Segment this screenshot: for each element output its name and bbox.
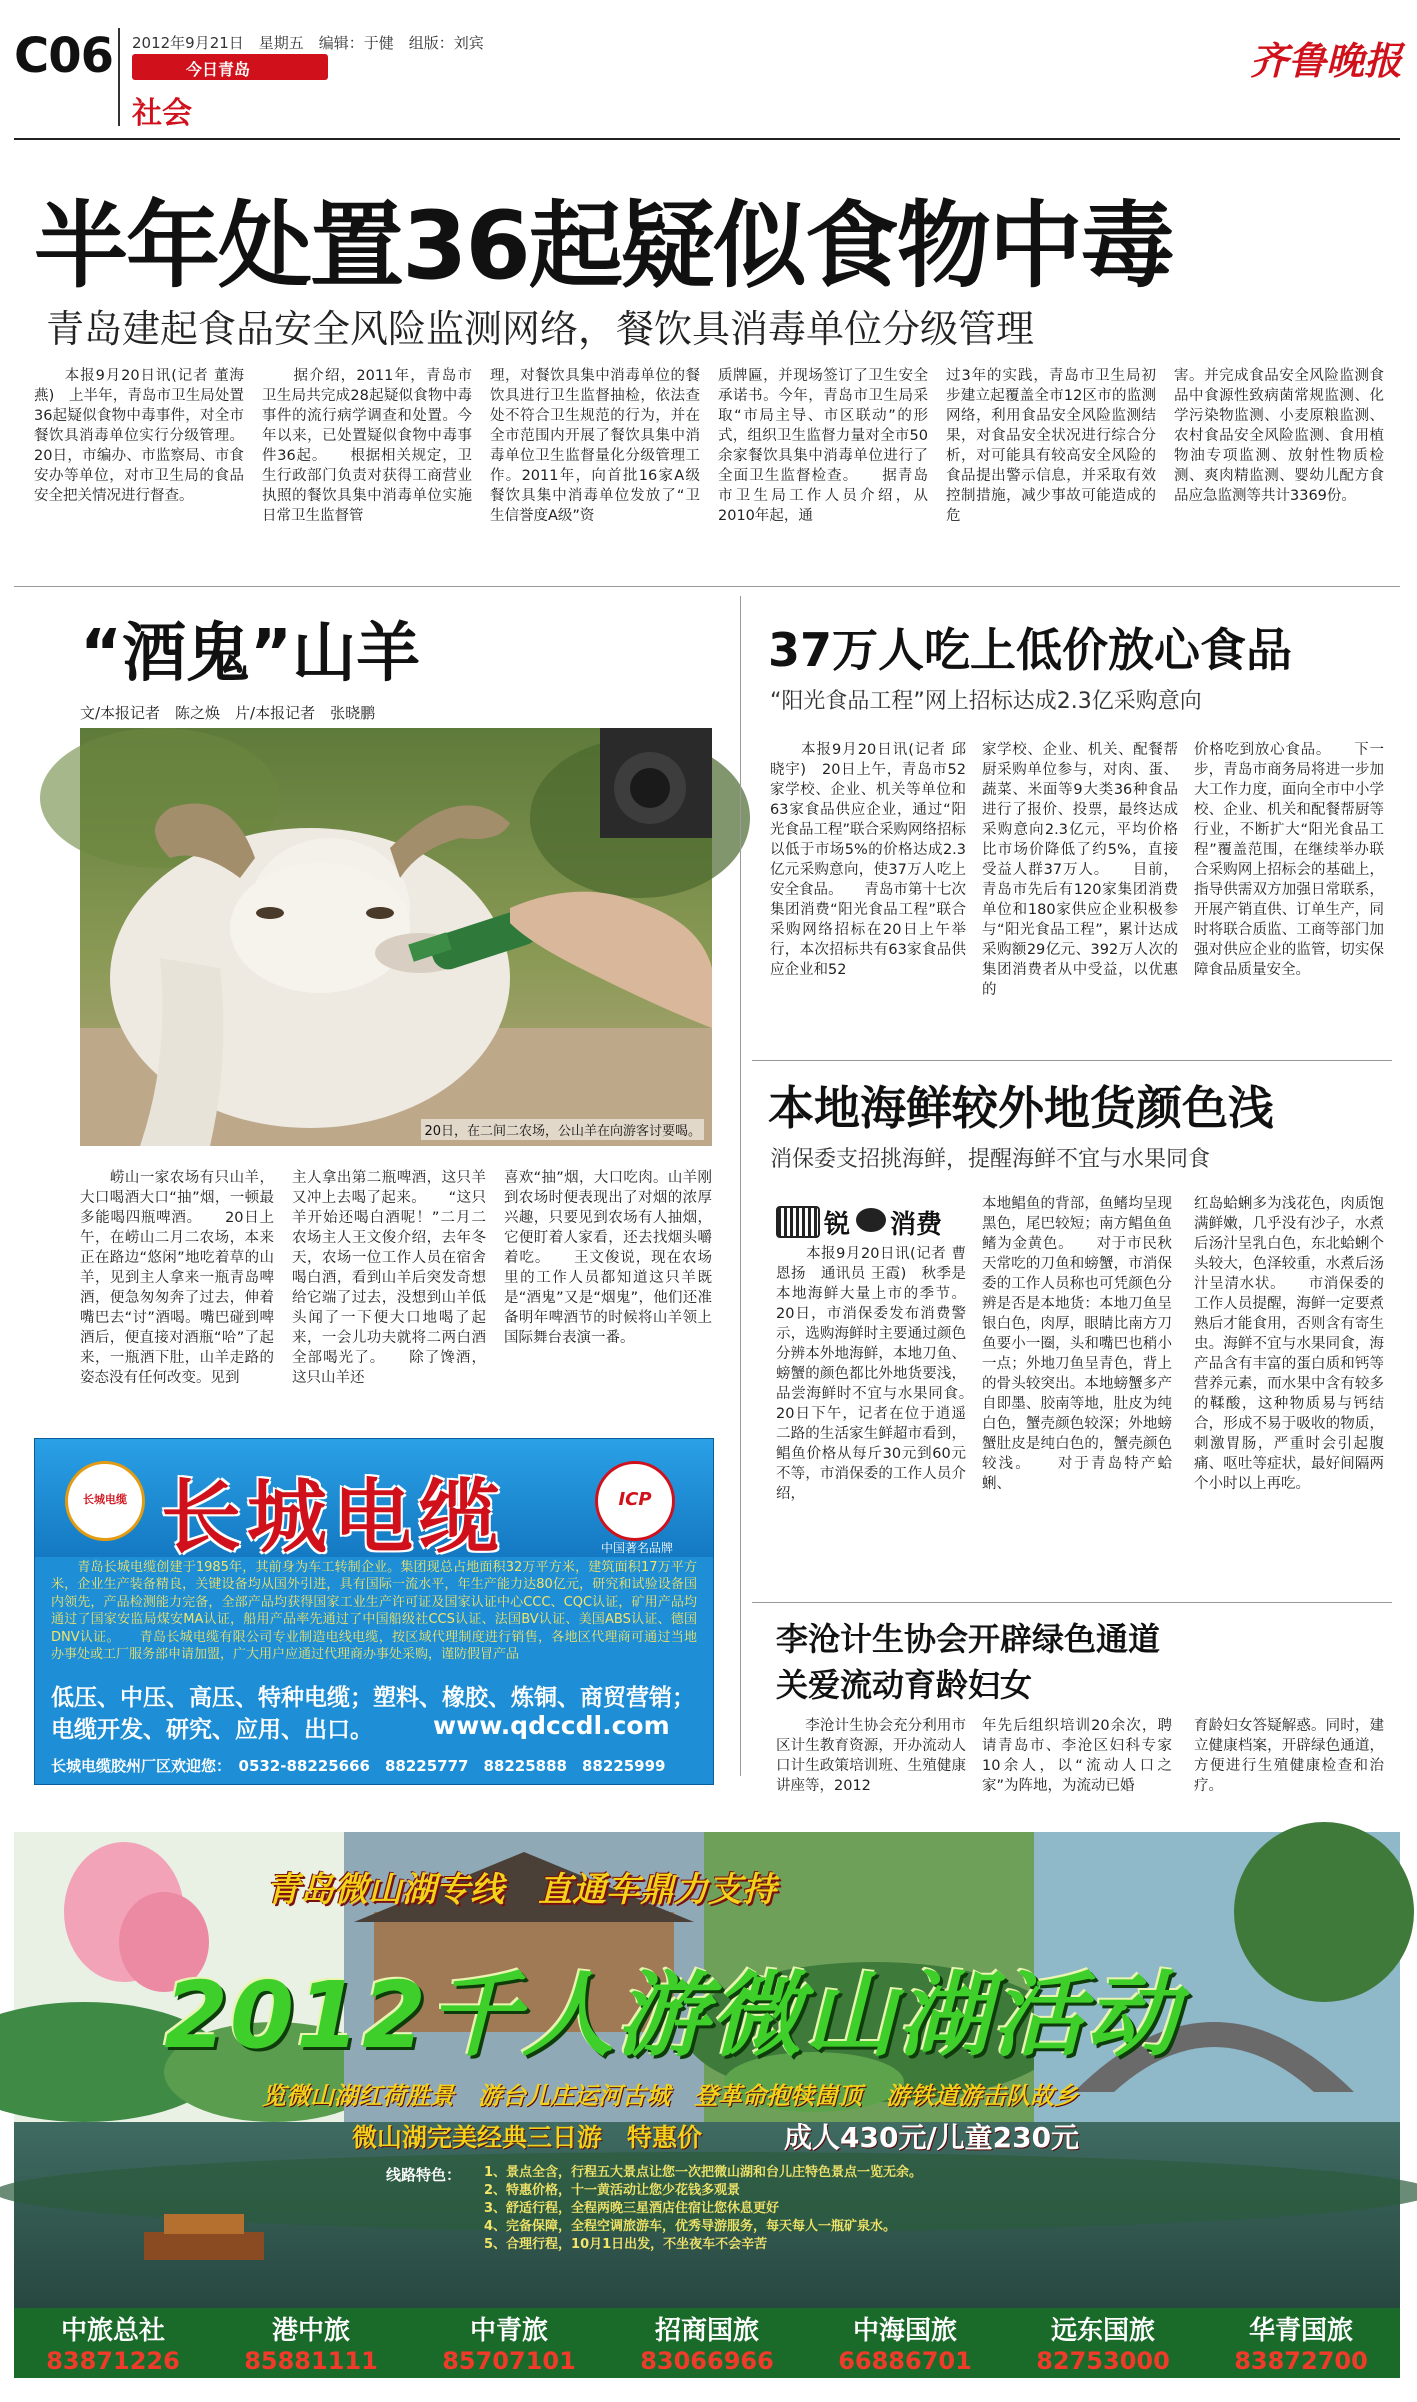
- cable-products-1: 低压、中压、高压、特种电缆；塑料、橡胶、炼铜、商贸营销；: [51, 1685, 695, 1711]
- lead-column-2: 据介绍，2011年，青岛市卫生局共完成28起疑似食物中毒事件的流行病学调查和处置。今年以来，已处置疑似食物中毒事件36起。 根据相关规定，卫生行政部门负责对获得工商营业执照的餐饮具集中消毒单位实施日常卫生监督管: [262, 368, 472, 524]
- section-tag-text: 今日青岛: [186, 60, 251, 79]
- food-bottom-rule: [752, 1060, 1392, 1061]
- seafood-column-1: 本报9月20日讯(记者 曹恩扬 通讯员 王霞) 秋季是本地海鲜大量上市的季节。20日，市消保委发布消费警示，选购海鲜时主要通过颜色分辨本外地海鲜，本地刀鱼、螃蟹的颜色都比外地货要浅，品尝海鲜时不宜与水果同食。 20日下午，记者在位于逍遥二路的生活家生鲜超市看到，鲳鱼价格从每斤30元到60元不等，市消保委的工作人员介绍，: [776, 1246, 995, 1502]
- licang-column-1: 李沧计生协会充分利用市区计生教育资源，开办流动人口计生政策培训班、生殖健康讲座等，2012: [776, 1718, 966, 1794]
- lead-column-4: 质牌匾，并现场签订了卫生安全承诺书。今年，青岛市卫生局采取“市局主导、市区联动”的形式，组织卫生监督力量对全市50余家餐饮具集中消毒单位进行了全面卫生监督检查。 据青岛市卫生局工作人员介绍，从2010年起，通: [718, 368, 928, 524]
- agency-6: [1004, 2308, 1202, 2378]
- licang-column-3: 育龄妇女答疑解惑。同时，建立健康档案，开辟绿色通道，方便进行生殖健康检查和治疗。: [1194, 1718, 1384, 1794]
- cable-ad: [34, 1438, 714, 1785]
- travel-feature-2: 2、特惠价格，十一黄活动让您少花钱多观景: [484, 2183, 741, 2198]
- lead-subhead: 青岛建起食品安全风险监测网络，餐饮具消毒单位分级管理: [46, 307, 1035, 351]
- goat-photo-illustration: [80, 728, 712, 1146]
- cable-url[interactable]: www.qdccdl.com: [433, 1711, 670, 1740]
- lead-headline: 半年处置36起疑似食物中毒: [34, 192, 1173, 301]
- agency-3: [410, 2308, 608, 2378]
- cable-badge-right-text: ICP: [618, 1489, 652, 1510]
- agency-7-phone: 83872700: [1234, 2347, 1368, 2375]
- agency-5-phone: 66886701: [838, 2347, 972, 2375]
- travel-features-label: 线路特色：: [386, 2166, 462, 2184]
- licang-headline-1: 李沧计生协会开辟绿色通道: [776, 1620, 1161, 1658]
- page-header: [0, 0, 1417, 140]
- goat-headline: “酒鬼”山羊: [80, 617, 421, 691]
- lead-column-6: 害。并完成食品安全风险监测食品中食源性致病菌常规监测、化学污染物监测、小麦原粮监测、农村食品安全风险监测、食用植物油专项监测、放射性物质检测、爽肉精监测、婴幼儿配方食品应急监测等共计3369份。: [1174, 368, 1384, 504]
- lead-column-3: 理，对餐饮具集中消毒单位的餐饮具进行卫生监督抽检，依法查处不符合卫生规范的行为，并在全市范围内开展了餐饮具集中消毒单位卫生监督量化分级管理工作。2011年，向首批16家A级餐饮具集中消毒单位发放了“卫生信誉度A级”资: [490, 368, 700, 524]
- cable-badge-left: [65, 1461, 145, 1541]
- travel-ad: [14, 1832, 1400, 2378]
- travel-line-1: 览微山湖红荷胜景 游台儿庄运河古城 登革命抱犊崮顶 游铁道游击队故乡: [262, 2082, 1078, 2110]
- agency-2-name: 港中旅: [271, 2316, 350, 2346]
- cable-products-2: 电缆开发、研究、应用、出口。: [51, 1717, 373, 1743]
- agency-1-phone: 83871226: [46, 2347, 180, 2375]
- travel-line-2a: 微山湖完美经典三日游 特惠价: [352, 2123, 703, 2152]
- date-line: 2012年9月21日 星期五 编辑：于健 组版：刘宾: [132, 34, 484, 52]
- agency-6-phone: 82753000: [1036, 2347, 1170, 2375]
- seafood-column-3: 红岛蛤蜊多为浅花色，肉质饱满鲜嫩，几乎没有沙子，水煮后汤汁呈乳白色，东北蛤蜊个头较大，色泽较重，水煮后汤汁呈清水状。 市消保委的工作人员提醒，海鲜一定要煮熟后才能食用，否则含有寄生虫。海鲜不宜与水果同食，海产品含有丰富的蛋白质和钙等营养元素，而水果中含有较多的鞣酸，这种物质易与钙结合，形成不易于吸收的物质，刺激胃肠，严重时会引起腹痛、呕吐等症状，最好间隔两个小时以上再吃。: [1194, 1196, 1384, 1492]
- goat-byline: 文/本报记者 陈之焕 片/本报记者 张晓鹏: [80, 704, 376, 722]
- goat-photo-caption: 20日，在二间二农场，公山羊在向游客讨要喝。: [421, 1119, 704, 1140]
- goat-column-3: 喜欢“抽”烟，大口吃肉。山羊刚到农场时便表现出了对烟的浓厚兴趣，只要见到农场有人抽烟，它便盯着人家看，还去找烟头嚼着吃。 王文俊说，现在农场里的工作人员都知道这只羊既是“酒鬼”又是“烟鬼”，他们还准备明年啤酒节的时候将山羊领上国际舞台表演一番。: [504, 1170, 712, 1346]
- cable-brand: 长城电缆: [161, 1471, 505, 1564]
- seafood-column-2: 本地鲳鱼的背部，鱼鳍均呈现黑色，尾巴较短；南方鲳鱼鱼鳍为金黄色。 对于市民秋天常吃的刀鱼和螃蟹，市消保委的工作人员称也可凭颜色分辨是否是本地货：本地刀鱼呈银白色，肉厚，眼睛比南方刀鱼要小一圈，头和嘴巴也稍小一点；外地刀鱼呈青色，背上的骨头较突出。本地螃蟹多产自即墨、胶南等地，肚皮为纯白色，蟹壳颜色较深；外地螃蟹肚皮是纯白色的，蟹壳颜色较浅。 对于青岛特产蛤蜊、: [982, 1196, 1172, 1492]
- agency-6-name: 远东国旅: [1050, 2316, 1155, 2346]
- agency-3-name: 中青旅: [469, 2316, 548, 2346]
- licang-headline-2: 关爱流动育龄妇女: [776, 1666, 1033, 1704]
- header-rule: [14, 138, 1400, 140]
- travel-feature-1: 1、景点全含，行程五大景点让您一次把微山湖和台儿庄特色景点一览无余。: [484, 2165, 923, 2180]
- goat-column-2: 主人拿出第二瓶啤酒，这只羊又冲上去喝了起来。 “这只羊开始还喝白酒呢！”二月二农场主人王文俊介绍，去年冬天，农场一位工作人员在宿舍喝白酒，看到山羊后突发奇想给它端了过去，没想到山羊低头闻了一下便大口地喝了起来，一会儿功夫就将二两白酒全部喝光了。 除了馋酒，这只山羊还: [292, 1170, 486, 1386]
- agency-2-phone: 85881111: [244, 2347, 378, 2375]
- agency-5-name: 中海国旅: [852, 2316, 957, 2346]
- agency-4: [608, 2308, 806, 2378]
- cable-body: 青岛长城电缆创建于1985年，其前身为车工转制企业。集团现总占地面积32万平方米，建筑面积17万平方米，企业生产装备精良，关键设备均从国外引进，具有国际一流水平，年生产能力达80亿元，研究和试验设备国内领先，产品检测能力完备，全部产品均获得国家工业生产许可证及国家认证中心CCC、CQC认证，矿用产品均通过了国家安监局煤安MA认证，船用产品率先通过了中国船级社CCS认证、法国BV认证、美国ABS认证、德国DNV认证。 青岛长城电缆有限公司专业制造电线电缆，按区域代理制度进行销售，各地区代理商可通过当地办事处或工厂服务部申请加盟，广大用户应通过代理商办事处采购，谨防假冒产品: [51, 1560, 697, 1663]
- cable-badge-right: [595, 1461, 675, 1541]
- travel-title: 2012千人游微山湖活动: [164, 1962, 1181, 2069]
- section-name: 社会: [132, 96, 192, 131]
- paper-logo: 齐鲁晚报: [1250, 38, 1403, 83]
- header-divider: [118, 28, 120, 126]
- page-number: C06: [14, 28, 114, 84]
- column-divider: [740, 596, 741, 1776]
- consumer-logo-b: 消费: [890, 1210, 943, 1240]
- travel-features: [386, 2164, 1124, 2302]
- agency-1-name: 中旅总社: [60, 2316, 165, 2346]
- agency-3-phone: 85707101: [442, 2347, 576, 2375]
- travel-banner: 青岛微山湖专线 直通车鼎力支持: [266, 1870, 776, 1910]
- travel-feature-4: 4、完备保障，全程空调旅游车，优秀导游服务，每天每人一瓶矿泉水。: [484, 2219, 897, 2234]
- consumer-logo: [776, 1202, 972, 1240]
- travel-feature-3: 3、舒适行程，全程两晚三星酒店住宿让您休息更好: [484, 2201, 780, 2216]
- agency-4-phone: 83066966: [640, 2347, 774, 2375]
- licang-column-2: 年先后组织培训20余次，聘请青岛市、李沧区妇科专家10余人，以“流动人口之家”为阵地，为流动已婚: [982, 1718, 1172, 1794]
- travel-agency-bar: [14, 2308, 1400, 2378]
- food-column-1: 本报9月20日讯(记者 邱晓宇) 20日上午，青岛市52家学校、企业、机关等单位和63家食品供应企业，通过“阳光食品工程”联合采购网络招标以低于市场5%的价格达成2.3亿元采购意向，使37万人吃上安全食品。 青岛市第十七次集团消费“阳光食品工程”联合采购网络招标在20日上午举行，本次招标共有63家食品供应企业和52: [770, 742, 967, 978]
- agency-1: [14, 2308, 212, 2378]
- cable-famous-brand: 中国著名品牌: [601, 1541, 674, 1555]
- travel-line-2b: 成人430元/儿童230元: [784, 2121, 1080, 2154]
- food-column-2: 家学校、企业、机关、配餐帮厨采购单位参与，对肉、蛋、蔬菜、米面等9大类36种食品进行了报价、投票，最终达成采购意向2.3亿元，平均价格比市场价降低了约5%，直接受益人群37万人。 目前，青岛市先后有120家集团消费单位和180家供应企业积极参与“阳光食品工程”，累计达成采购额29亿元、392万人次的集团消费者从中受益，以优惠的: [982, 742, 1178, 998]
- consumer-logo-a: 锐: [824, 1210, 851, 1240]
- goat-photo: [80, 728, 712, 1146]
- agency-4-name: 招商国旅: [654, 2316, 759, 2346]
- agency-2: [212, 2308, 410, 2378]
- seafood-bottom-rule: [752, 1602, 1392, 1603]
- consumer-logo-eye-mark: [856, 1208, 886, 1232]
- agency-7: [1202, 2308, 1400, 2378]
- agency-5: [806, 2308, 1004, 2378]
- food-headline: 37万人吃上低价放心食品: [768, 623, 1293, 677]
- lead-bottom-rule: [14, 586, 1400, 587]
- food-column-3: 价格吃到放心食品。 下一步，青岛市商务局将进一步加大工作力度，面向全市中小学校、企业、机关和配餐帮厨等行业，不断扩大“阳光食品工程”覆盖范围，在继续举办联合采购网上招标会的基础上，指导供需双方加强日常联系，开展产销直供、订单生产，同时将联合质监、工商等部门加强对供应企业的监管，切实保障食品质量安全。: [1194, 742, 1384, 978]
- cable-contact: 长城电缆胶州厂区欢迎您： 0532-88225666 88225777 88225888 88225999: [51, 1757, 666, 1775]
- lead-column-5: 过3年的实践，青岛市卫生局初步建立起覆盖全市12区市的监测网络，利用食品安全风险监测结果，对食品安全状况进行综合分析，对可能具有较高安全风险的食品提出警示信息，并采取有效控制措施，减少事故可能造成的危: [946, 368, 1156, 524]
- seafood-subhead: 消保委支招挑海鲜，提醒海鲜不宜与水果同食: [770, 1147, 1211, 1172]
- cable-badge-left-text: 长城电缆: [83, 1493, 127, 1506]
- lead-column-1: 本报9月20日讯(记者 董海燕) 上半年，青岛市卫生局处置36起疑似食物中毒事件，对全市餐饮具消毒单位实行分级管理。20日，市编办、市监察局、市食安办等单位，对市卫生局的食品安全把关情况进行督查。: [34, 368, 244, 504]
- seafood-headline: 本地海鲜较外地货颜色浅: [768, 1081, 1274, 1135]
- food-subhead: “阳光食品工程”网上招标达成2.3亿采购意向: [770, 689, 1202, 714]
- section-tag: [132, 54, 328, 80]
- agency-7-name: 华青国旅: [1248, 2316, 1353, 2346]
- goat-column-1: 崂山一家农场有只山羊，大口喝酒大口“抽”烟，一顿最多能喝四瓶啤酒。 20日上午，在崂山二月二农场，本来正在路边“悠闲”地吃着草的山羊，见到主人拿来一瓶青岛啤酒，便急匆匆奔了过去，伸着嘴巴去“讨”酒喝。嘴巴碰到啤酒后，便直接对酒瓶“哈”了起来，一瓶酒下肚，山羊走路的姿态没有任何改变。见到: [80, 1170, 274, 1386]
- travel-feature-5: 5、合理行程，10月1日出发，不坐夜车不会辛苦: [484, 2237, 768, 2252]
- consumer-logo-eye-icon: [776, 1206, 820, 1238]
